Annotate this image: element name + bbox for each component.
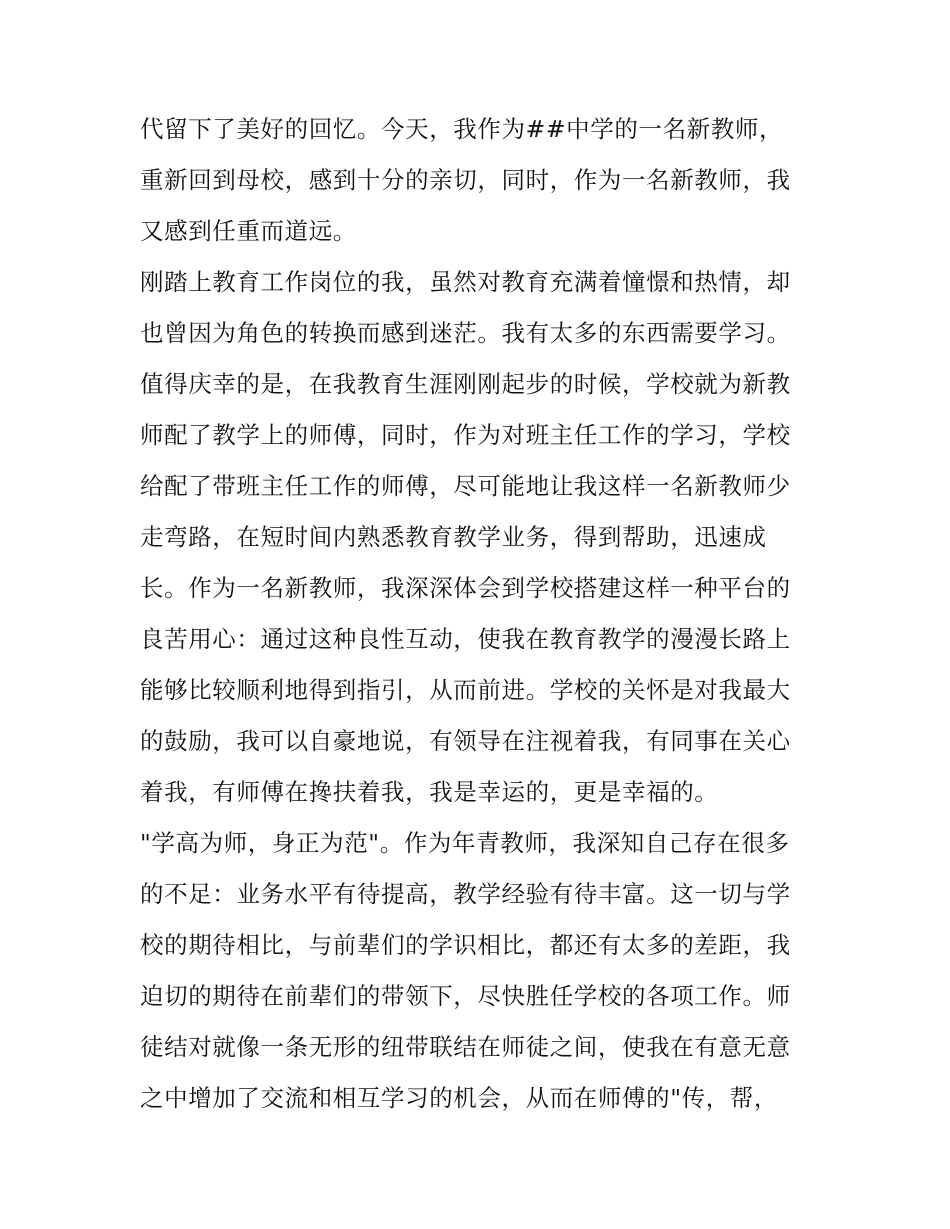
text-line: 长。作为一名新教师，我深深体会到学校搭建这样一种平台的 — [140, 574, 791, 602]
text-line: 给配了带班主任工作的师傅，尽可能地让我这样一名新教师少 — [140, 472, 791, 500]
text-line: 重新回到母校，感到十分的亲切，同时，作为一名新教师，我 — [140, 166, 791, 194]
text-line: "学高为师，身正为范"。作为年青教师，我深知自己存在很多 — [140, 829, 790, 857]
text-line: 又感到任重而道远。 — [140, 217, 357, 245]
text-line: 的不足：业务水平有待提高，教学经验有待丰富。这一切与学 — [140, 880, 791, 908]
text-line: 代留下了美好的回忆。今天，我作为##中学的一名新教师， — [140, 115, 784, 143]
text-line: 能够比较顺利地得到指引，从而前进。学校的关怀是对我最大 — [140, 676, 791, 704]
body-text — [140, 104, 820, 1124]
text-line: 也曾因为角色的转换而感到迷茫。我有太多的东西需要学习。 — [140, 319, 791, 347]
text-line: 良苦用心：通过这种良性互动，使我在教育教学的漫漫长路上 — [140, 625, 791, 653]
text-line: 迫切的期待在前辈们的带领下，尽快胜任学校的各项工作。师 — [140, 982, 791, 1010]
text-line: 刚踏上教育工作岗位的我，虽然对教育充满着憧憬和热情，却 — [140, 268, 791, 296]
text-line: 走弯路，在短时间内熟悉教育教学业务，得到帮助，迅速成 — [140, 523, 767, 551]
text-line: 校的期待相比，与前辈们的学识相比，都还有太多的差距，我 — [140, 931, 791, 959]
text-line: 徒结对就像一条无形的纽带联结在师徒之间，使我在有意无意 — [140, 1033, 791, 1061]
text-line: 值得庆幸的是，在我教育生涯刚刚起步的时候，学校就为新教 — [140, 370, 791, 398]
text-line: 师配了教学上的师傅，同时，作为对班主任工作的学习，学校 — [140, 421, 791, 449]
text-line: 之中增加了交流和相互学习的机会，从而在师傅的"传，帮， — [140, 1084, 779, 1112]
text-line: 着我，有师傅在搀扶着我，我是幸运的，更是幸福的。 — [140, 778, 719, 806]
text-line: 的鼓励，我可以自豪地说，有领导在注视着我，有同事在关心 — [140, 727, 791, 755]
